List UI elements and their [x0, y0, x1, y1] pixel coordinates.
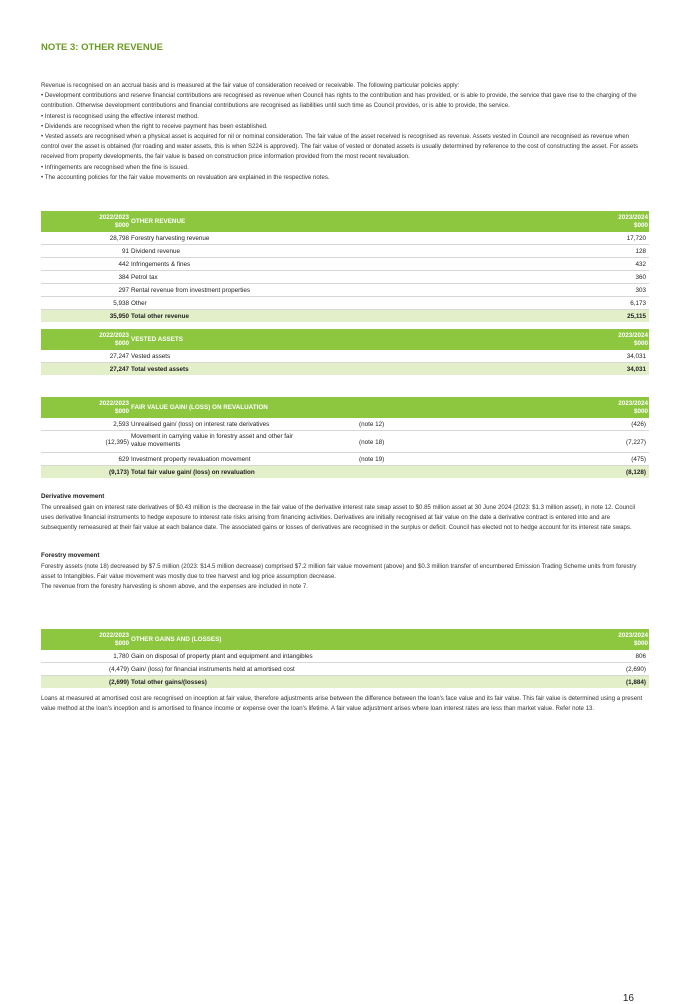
prior-year-unit: $000: [114, 408, 129, 415]
intro-paragraph: Revenue is recognised on an accrual basis and is measured at the fair value of consideration received or receivable. The following particular policies apply:: [41, 82, 460, 89]
current-year-unit: $000: [633, 222, 648, 229]
current-year-label: 2023/2024: [618, 214, 648, 221]
table-row: 91 Dividend revenue 128: [41, 245, 649, 258]
current-year-unit: $000: [633, 640, 648, 647]
prior-year-label: 2022/2023: [99, 400, 129, 407]
current-year-unit: $000: [633, 408, 648, 415]
prior-year-unit: $000: [114, 340, 129, 347]
intro-paragraph: • The accounting policies for the fair value movements on revaluation are explained in the respective notes.: [41, 173, 330, 181]
current-year-label: 2023/2024: [618, 400, 648, 407]
total-row: (2,699) Total other gains/(losses) (1,884): [41, 676, 649, 688]
table-row: 442 Infringements & fines 432: [41, 258, 649, 271]
table-row: (4,479) Gain/ (loss) for financial instruments held at amortised cost (2,690): [41, 663, 649, 676]
table-header: [41, 397, 649, 418]
prior-year-label: 2022/2023: [99, 332, 129, 339]
other-revenue-table: [41, 211, 649, 322]
table-row: 1,780 Gain on disposal of property plant and equipment and intangibles 806: [41, 650, 649, 663]
table-header: [41, 329, 649, 350]
prior-year-unit: $000: [114, 222, 129, 229]
intro-paragraph: • Vested assets are recognised when a physical asset is acquired for nil or nominal consideration. The fair value of the asset received is recognised as revenue. Assets vested in Council are recognised as revenue when control over the asset is obtained (for roading and water assets, this is when S224 is approved). The fair value of vested or donated assets is usually determined by reference to the cost of constructing the asset. For assets received from property developments, the fair value is based on construction price information provided from the most recent revaluation.: [41, 133, 639, 161]
prior-year-label: 2022/2023: [99, 214, 129, 221]
table-row: 27,247 Vested assets 34,031: [41, 350, 649, 363]
table-title: VESTED ASSETS: [131, 336, 183, 343]
forestry-heading: Forestry movement: [41, 552, 100, 559]
other-gains-table: [41, 629, 649, 688]
table-title: FAIR VALUE GAIN/ (LOSS) ON REVALUATION: [131, 404, 268, 411]
table-header: [41, 629, 649, 650]
current-year-label: 2023/2024: [618, 332, 648, 339]
derivative-heading: Derivative movement: [41, 493, 105, 500]
table-header: [41, 211, 649, 232]
table-row: 384 Petrol tax 360: [41, 271, 649, 284]
prior-year-label: 2022/2023: [99, 632, 129, 639]
current-year-unit: $000: [633, 340, 648, 347]
intro-paragraph: • Interest is recognised using the effective interest method.: [41, 112, 199, 120]
table-row: 297 Rental revenue from investment properties 303: [41, 284, 649, 297]
table-title: OTHER GAINS AND (LOSSES): [131, 636, 222, 643]
total-row: 35,950 Total other revenue 25,115: [41, 310, 649, 322]
loans-text: Loans at measured at amortised cost are recognised on inception at fair value, therefore adjustments arise between the difference between the loan's face value and its fair value. This fair value is determined using a present value method at the loan's inception and is amortised to finance income or expense over the loan's lifetime. A fair value adjustment arises where loan interest rates are less than market value. Refer note 13.: [41, 695, 643, 713]
intro-paragraph: • Infringements are recognised when the fine is issued.: [41, 163, 189, 171]
total-row: (9,173) Total fair value gain/ (loss) on revaluation (8,128): [41, 466, 649, 478]
intro-paragraph: • Dividends are recognised when the right to receive payment has been established.: [41, 122, 268, 130]
intro-paragraph: • Development contributions and reserve financial contributions are recognised as revenue when Council has rights to the contribution and has provided, or is able to provide, the service that gave rise to the charging of the contribution. Otherwise development contributions and financial contributions are recognised as liabilities until such time as Council provides, or is able to provide, the service.: [41, 92, 637, 110]
table-row: 2,593 Unrealised gain/ (loss) on interest rate derivatives (note 12) (426): [41, 418, 649, 431]
table-row: 28,798 Forestry harvesting revenue 17,720: [41, 232, 649, 245]
page-title: NOTE 3: OTHER REVENUE: [41, 42, 163, 53]
current-year-label: 2023/2024: [618, 632, 648, 639]
intro-text: [41, 81, 647, 183]
derivative-text: The unrealised gain on interest rate derivatives of $0.43 million is the decrease in the fair value of the derivative interest rate swap asset to $0.85 million asset at 30 June 2024 (2023: $1.3 million asset), in note 12. Council uses derivative financial instruments to hedge exposure to interest rate risks arising from financing activities. Derivatives are initially recognised at fair value on the date a derivative contract is entered into and are subsequently remeasured at their fair value at each balance date. The associated gains or losses of derivatives are recognised in the surplus or deficit. Council has elected not to hedge account for its interest rate swaps.: [41, 504, 636, 532]
table-row: (12,395) Movement in carrying value in forestry asset and other fair value movements (note 18) (7,227): [41, 431, 649, 453]
page-number: 16: [622, 993, 634, 1004]
vested-assets-table: [41, 329, 649, 375]
table-title: OTHER REVENUE: [131, 218, 186, 225]
forestry-text: Forestry assets (note 18) decreased by $7.5 million (2023: $14.5 million decrease) comprised $7.2 million fair value movement (above) and $0.3 million transfer of encumbered Emission Trading Scheme units from forestry asset to Intangibles. Fair value movement was mostly due to tree harvest and log price assumption decrease. The revenue from the forestry harvesting is shown above, and the expenses are included in note 7.: [41, 563, 637, 591]
fair-value-table: [41, 397, 649, 478]
total-row: 27,247 Total vested assets 34,031: [41, 363, 649, 375]
table-row: 629 Investment property revaluation movement (note 19) (475): [41, 453, 649, 466]
table-row: 5,938 Other 6,173: [41, 297, 649, 310]
prior-year-unit: $000: [114, 640, 129, 647]
